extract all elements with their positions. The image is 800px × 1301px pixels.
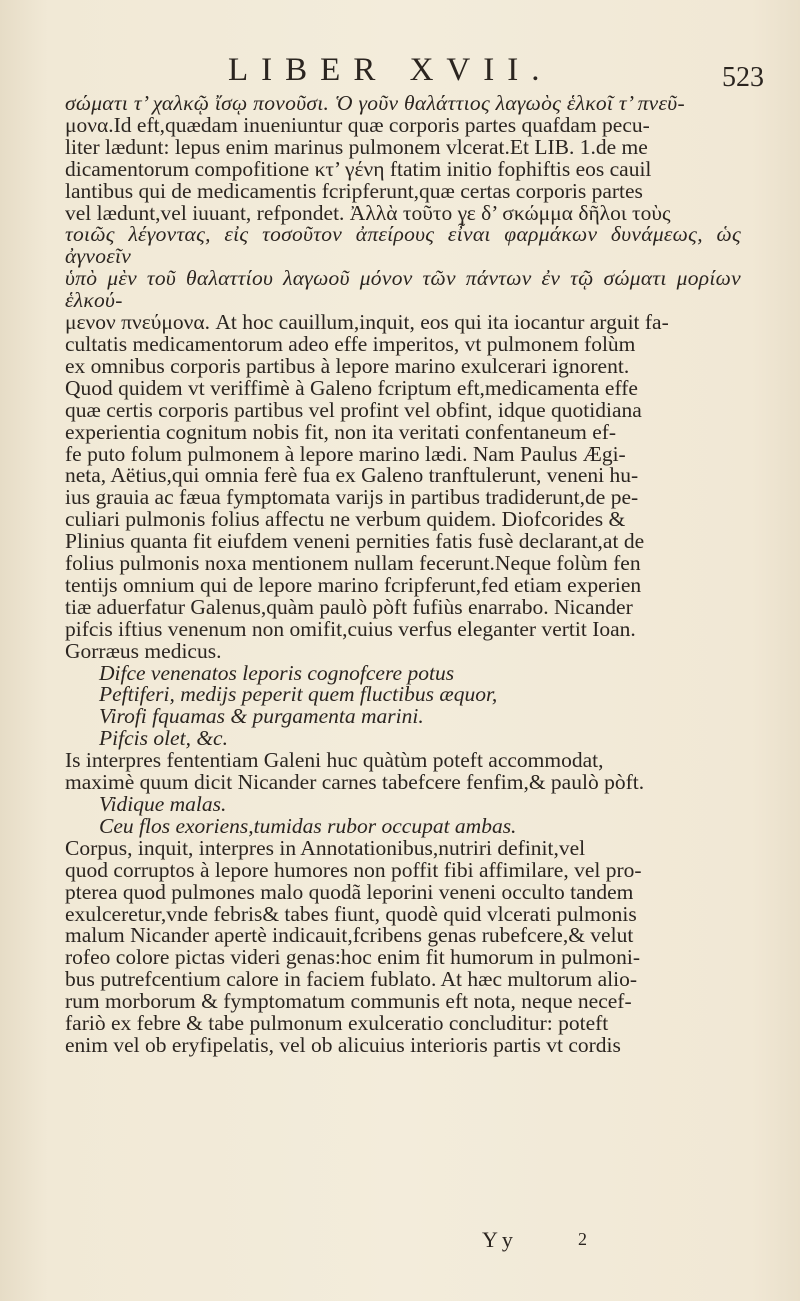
verse-quotation-2 — [65, 794, 741, 838]
verse-line: Pifcis olet, &c. — [99, 726, 228, 751]
text-line: experientia cognitum nobis fit, non ita veritati confentaneum ef- — [65, 419, 617, 444]
text-line: ὑπὸ μὲν τοῦ θαλαττίου λαγωοῦ μόνον τῶν πάντων ἐν τῷ σώματι μορίων ἑλκού- — [65, 266, 741, 313]
running-title: LIBER XVII. — [228, 52, 553, 88]
page-header — [0, 52, 800, 92]
text-line: Plinius quanta fit eiufdem veneni pernities fatis fusè declarant,at de — [65, 529, 645, 554]
text-line: μονα.Id eft,quædam inueniuntur quæ corporis partes quafdam pecu- — [65, 112, 650, 137]
signature-mark: Yy — [482, 1227, 517, 1252]
text-line: enim vel ob eryfipelatis, vel ob alicuius interioris partis vt cordis — [65, 1032, 621, 1057]
signature-number: 2 — [578, 1229, 587, 1249]
text-line: bus putrefcentium calore in faciem fublato. At hæc multorum alio- — [65, 967, 637, 992]
text-line: Is interpres fententiam Galeni huc quàtùm poteft accommodat, — [65, 748, 604, 773]
text-line: Quod quidem vt veriffimè à Galeno fcriptum eft,medicamenta effe — [65, 375, 638, 400]
verse-line: Difce venenatos leporis cognofcere potus — [99, 660, 455, 685]
text-line: malum Nicander apertè indicauit,fcribens genas rubefcere,& velut — [65, 923, 634, 948]
text-line: quæ certis corporis partibus vel profint vel obfint, idque quotidiana — [65, 397, 642, 422]
verse-quotation-1 — [65, 660, 741, 751]
text-line: μενον πνεύμονα. At hoc cauillum,inquit, eos qui ita iocantur arguit fa- — [65, 310, 669, 335]
text-line: fariò ex febre & tabe pulmonum exulceratio concluditur: poteft — [65, 1011, 609, 1036]
text-line: rofeo colore pictas videri genas:hoc enim fit humorum in pulmoni- — [65, 945, 640, 970]
text-line: ius grauia ac fæua fymptomata varijs in partibus tradiderunt,de pe- — [65, 485, 639, 510]
text-line: folius pulmonis noxa mentionem nullam fecerunt.Neque folùm fen — [65, 551, 641, 576]
text-line: maximè quum dicit Nicander carnes tabefcere fenfim,& paulò pòft. — [65, 770, 645, 795]
verse-line: Peftiferi, medijs peperit quem fluctibus æquor, — [99, 682, 498, 707]
verse-line: Ceu flos exoriens,tumidas rubor occupat ambas. — [99, 813, 517, 838]
text-line: pifcis iftius venenum non omifit,cuius verfus eleganter vertit Ioan. — [65, 616, 636, 641]
paragraph-3 — [65, 835, 741, 1057]
text-line: neta, Aëtius,qui omnia ferè fua ex Galeno tranftulerunt, veneni hu- — [65, 463, 639, 488]
text-line: dicamentorum compofitione κτ’ γένη ftatim initio fophiftis eos cauil — [65, 156, 652, 181]
text-line: cultatis medicamentorum adeo effe imperitos, vt pulmonem folùm — [65, 331, 636, 356]
text-line: Corpus, inquit, interpres in Annotationibus,nutriri definit,vel — [65, 835, 586, 860]
text-line: exulceretur,vnde febris& tabes fiunt, quodè quid vlcerati pulmonis — [65, 901, 637, 926]
text-line: rum morborum & fymptomatum communis eft nota, neque necef- — [65, 989, 632, 1014]
text-line: ex omnibus corporis partibus à lepore marino exulcerari ignorent. — [65, 353, 630, 378]
page-footer — [0, 1227, 800, 1257]
text-line: liter lædunt: lepus enim marinus pulmonem vlcerat.Et LIB. 1.de me — [65, 134, 648, 159]
text-line: pterea quod pulmones malo quodã leporini veneni occulto tandem — [65, 879, 634, 904]
text-line: τοιῶς λέγοντας, εἰς τοσοῦτον ἀπείρους εἶναι φαρμάκων δυνάμεως, ὡς ἀγνοεῖν — [65, 222, 741, 269]
paragraph-1 — [65, 93, 741, 663]
text-line: tentijs omnium qui de lepore marino fcripferunt,fed etiam experien — [65, 572, 642, 597]
paragraph-2 — [65, 750, 741, 794]
text-line: σώματι τ’ χαλκῷ ἴσῳ πονοῦσι. Ὁ γοῦν θαλάττιος λαγωὸς ἑλκοῖ τ’ πνεῦ- — [65, 91, 685, 115]
text-line: quod corruptos à lepore humores non poffit fibi affimilare, vel pro- — [65, 857, 642, 882]
text-line: Gorræus medicus. — [65, 638, 222, 663]
page-number: 523 — [722, 62, 764, 93]
verse-line: Virofi fquamas & purgamenta marini. — [99, 704, 424, 729]
text-line: fe puto folum pulmonem à lepore marino lædi. Nam Paulus Ægi- — [65, 441, 626, 466]
text-line: culiari pulmonis folius affectu ne verbum quidem. Diofcorides & — [65, 507, 626, 532]
text-line: vel lædunt,vel iuuant, refpondet. Ἀλλὰ τοῦτο γε δ’ σκώμμα δῆλοι τοὺς — [65, 200, 671, 225]
text-line: tiæ aduerfatur Galenus,quàm paulò pòft fufiùs enarrabo. Nicander — [65, 594, 633, 619]
page-body — [65, 93, 741, 1057]
verse-line: Vidique malas. — [99, 792, 227, 816]
text-line: lantibus qui de medicamentis fcripferunt,quæ certas corporis partes — [65, 178, 643, 203]
